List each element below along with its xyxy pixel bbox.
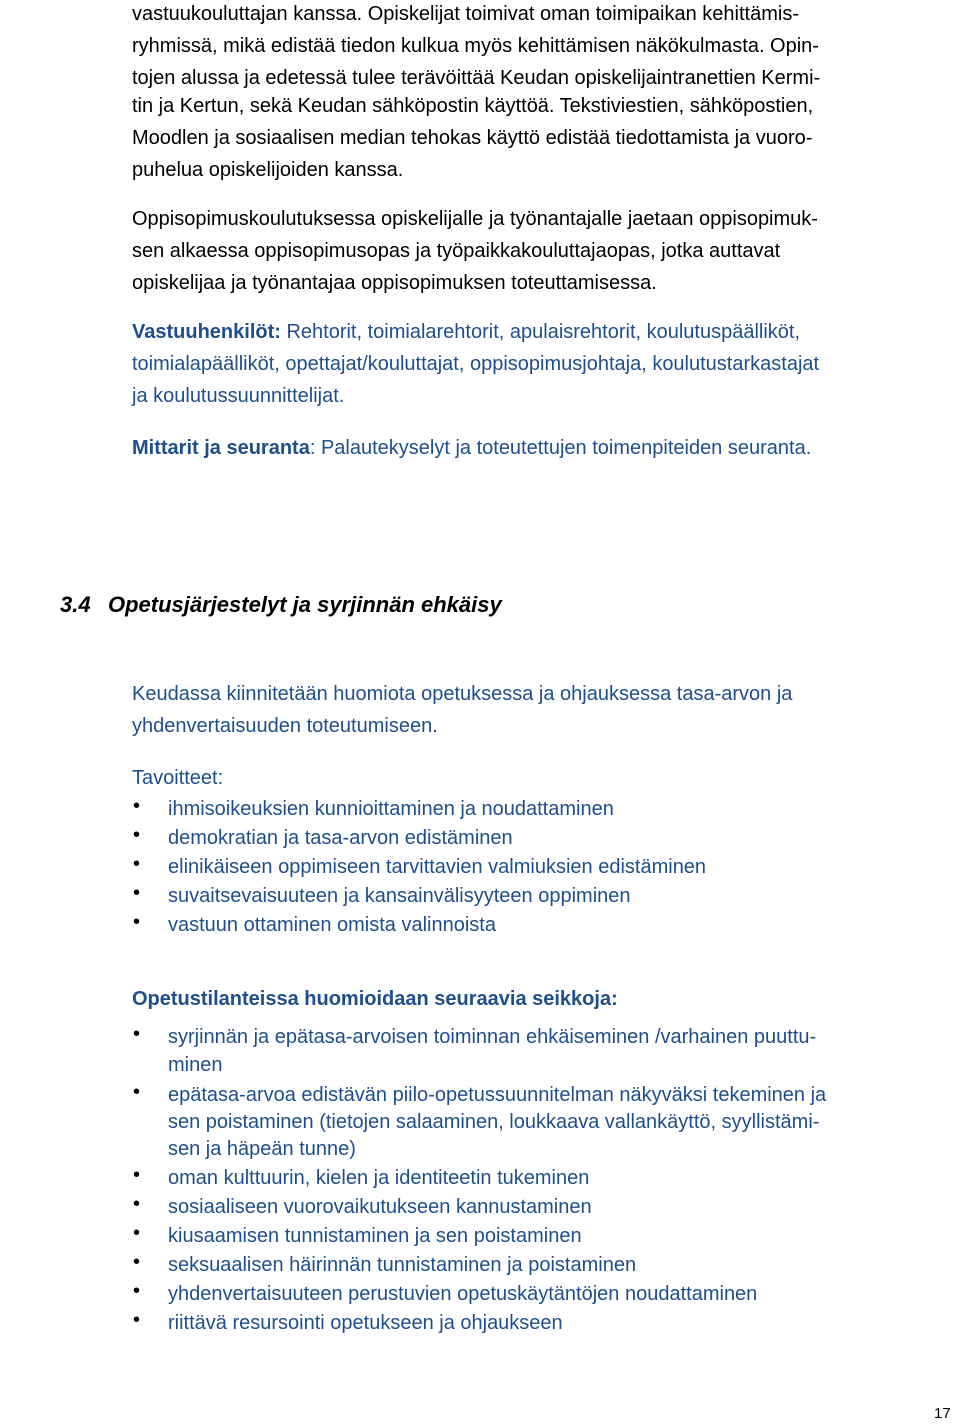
list-item: epätasa-arvoa edistävän piilo-opetussuunnitelman näkyväksi tekeminen ja [168,1084,827,1106]
text-line: sen alkaessa oppisopimusopas ja työpaikkakouluttajaopas, jotka auttavat [132,240,781,262]
list-item: elinikäiseen oppimiseen tarvittavien valmiuksien edistäminen [168,856,707,878]
text-line: tojen alussa ja edetessä tulee terävöittää Keudan opiskelijaintranettien Kermi- [132,67,821,89]
mittarit-label: Mittarit ja seuranta [132,437,310,459]
list-item: oman kulttuurin, kielen ja identiteetin tukeminen [168,1167,590,1189]
text-line: Moodlen ja sosiaalisen median tehokas käyttö edistää tiedottamista ja vuoro- [132,127,813,149]
text-line: tin ja Kertun, sekä Keudan sähköpostin käyttöä. Tekstiviestien, sähköpostien, [132,95,814,117]
text-line: vastuukouluttajan kanssa. Opiskelijat toimivat oman toimipaikan kehittämis- [132,3,799,25]
text-line: puhelua opiskelijoiden kanssa. [132,159,404,181]
list-item: ihmisoikeuksien kunnioittaminen ja noudattaminen [168,798,614,820]
text-line: opiskelijaa ja työnantajaa oppisopimuksen toteuttamisessa. [132,272,657,294]
text-line: toimialapäälliköt, opettajat/kouluttajat, oppisopimusjohtaja, koulutustarkastajat [132,353,820,375]
list-item: sosiaaliseen vuorovaikutukseen kannustaminen [168,1196,592,1218]
list-item-continuation: sen poistaminen (tietojen salaaminen, loukkaava vallankäyttö, syyllistämi- [168,1111,820,1133]
list-item: demokratian ja tasa-arvon edistäminen [168,827,513,849]
bullet-icon: • [133,824,141,846]
list-item: suvaitsevaisuuteen ja kansainvälisyyteen oppiminen [168,885,631,907]
tavoitteet-label: Tavoitteet: [132,767,224,789]
list-item: syrjinnän ja epätasa-arvoisen toiminnan ehkäiseminen /varhainen puuttu- [168,1026,817,1048]
list-item: kiusaamisen tunnistaminen ja sen poistaminen [168,1225,582,1247]
list-item-continuation: sen ja häpeän tunne) [168,1138,356,1160]
list-item: vastuun ottaminen omista valinnoista [168,914,496,936]
bullet-icon: • [133,1193,141,1215]
bullet-icon: • [133,1309,141,1331]
text-line: ryhmissä, mikä edistää tiedon kulkua myös kehittämisen näkökulmasta. Opin- [132,35,819,57]
text-line [132,320,800,344]
section-heading [60,592,502,618]
text-line: Oppisopimuskoulutuksessa opiskelijalle ja työnantajalle jaetaan oppisopimuk- [132,208,818,230]
seikat-heading: Opetustilanteissa huomioidaan seuraavia seikkoja: [132,988,618,1010]
bullet-icon: • [133,911,141,933]
bullet-icon: • [133,853,141,875]
page-number: 17 [934,1405,951,1422]
bullet-icon: • [133,1251,141,1273]
bullet-icon: • [133,882,141,904]
bullet-icon: • [133,1081,141,1103]
list-item: riittävä resursointi opetukseen ja ohjaukseen [168,1312,563,1334]
section-title: Opetusjärjestelyt ja syrjinnän ehkäisy [108,592,502,617]
mittarit-text: : Palautekyselyt ja toteutettujen toimenpiteiden seuranta. [309,437,812,459]
text-line: ja koulutussuunnittelijat. [132,385,345,407]
bullet-icon: • [133,1222,141,1244]
vastuu-label: Vastuuhenkilöt: [132,321,281,343]
mittarit-paragraph [132,436,811,460]
vastuu-text: Rehtorit, toimialarehtorit, apulaisrehtorit, koulutuspäälliköt, [280,321,801,343]
list-item-continuation: minen [168,1054,223,1076]
bullet-icon: • [133,1164,141,1186]
text-line: Keudassa kiinnitetään huomiota opetuksessa ja ohjauksessa tasa-arvon ja [132,683,793,705]
section-number: 3.4 [60,592,91,617]
bullet-icon: • [133,795,141,817]
bullet-icon: • [133,1280,141,1302]
bullet-icon: • [133,1023,141,1045]
list-item: yhdenvertaisuuteen perustuvien opetuskäytäntöjen noudattaminen [168,1283,758,1305]
text-line: yhdenvertaisuuden toteutumiseen. [132,715,438,737]
list-item: seksuaalisen häirinnän tunnistaminen ja poistaminen [168,1254,637,1276]
